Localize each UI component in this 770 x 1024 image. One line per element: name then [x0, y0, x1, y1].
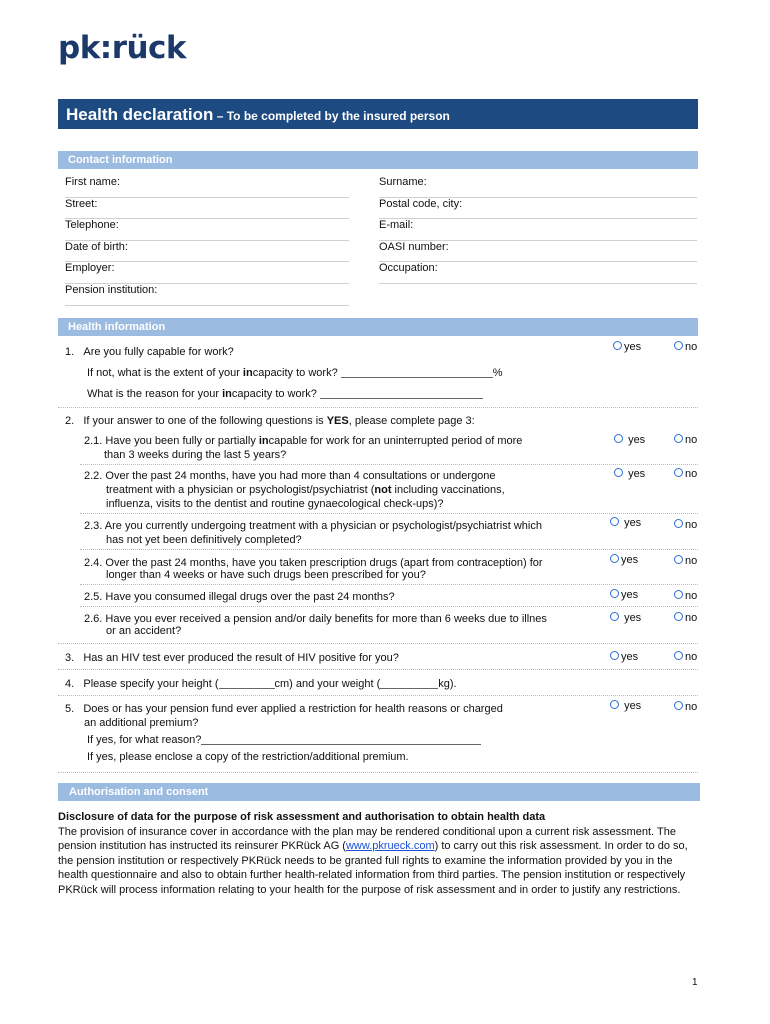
- consent-text: [58, 810, 703, 897]
- divider: [80, 606, 698, 607]
- radio-circle-icon: [614, 434, 623, 443]
- q23-no-radio[interactable]: [674, 519, 697, 531]
- restriction-reason-input[interactable]: [201, 734, 481, 745]
- question-2: [65, 414, 475, 428]
- question-2-5: 2.5. Have you consumed illegal drugs over the past 24 months?: [84, 591, 395, 603]
- radio-circle-icon: [610, 554, 619, 563]
- email-field[interactable]: E-mail:: [379, 219, 697, 241]
- radio-circle-icon: [674, 651, 683, 660]
- contact-right-column: [379, 176, 697, 284]
- q5-line2: an additional premium?: [84, 717, 199, 729]
- q24-yes-radio[interactable]: [610, 554, 638, 566]
- consent-paragraph: [58, 825, 703, 898]
- percent-unit: %: [492, 367, 503, 379]
- question-2-2: [84, 469, 594, 511]
- q26-line2: or an accident?: [106, 625, 182, 637]
- yes-label: yes: [621, 651, 639, 663]
- q21-text-end: capable for work for an uninterrupted period of more: [268, 435, 523, 447]
- q26-yes-radio[interactable]: [610, 612, 641, 624]
- question-text: Does or has your pension fund ever applied a restriction for health reasons or charged: [83, 703, 503, 715]
- health-section-header: Health information: [58, 318, 698, 336]
- consent-section-header: Authorisation and consent: [58, 783, 700, 801]
- divider: [80, 513, 698, 514]
- question-3: [65, 651, 399, 665]
- q21-text: 2.1. Have you been fully or partially: [84, 435, 259, 447]
- divider: [58, 669, 698, 670]
- consent-text-part2: ) to carry out this risk assessment. In order to do so, the pension institution or respectively PKRück needs to be granted full rights to examine the information provided by you in the health questionnaire and also to obtain further health-related information from third parties. The pension institution or respectively PKRück will process information relating to your health for the purpose of risk assessment and in order to justify any restrictions.: [58, 840, 688, 896]
- question-number: 5.: [65, 703, 75, 715]
- q22-line1: 2.2. Over the past 24 months, have you had more than 4 consultations or undergone: [84, 470, 496, 482]
- company-logo: pk:rück: [58, 30, 187, 66]
- radio-circle-icon: [613, 341, 622, 350]
- question-5: [65, 702, 503, 716]
- radio-circle-icon: [674, 341, 683, 350]
- q1-sub2-text: What is the reason for your: [87, 388, 223, 400]
- question-number: 3.: [65, 652, 75, 664]
- radio-circle-icon: [610, 517, 619, 526]
- yes-label: yes: [621, 589, 639, 601]
- surname-field[interactable]: Surname:: [379, 176, 697, 198]
- q24-no-radio[interactable]: [674, 555, 697, 567]
- date-of-birth-field[interactable]: Date of birth:: [65, 241, 349, 263]
- radio-circle-icon: [674, 612, 683, 621]
- no-label: no: [685, 341, 698, 353]
- q1-incapacity-reason: [87, 387, 483, 401]
- contact-left-column: [65, 176, 349, 306]
- radio-circle-icon: [674, 590, 683, 599]
- question-4: [65, 677, 457, 691]
- q1-yes-radio[interactable]: [613, 341, 641, 353]
- question-text: Are you fully capable for work?: [83, 346, 234, 358]
- form-subtitle: – To be completed by the insured person: [213, 109, 450, 123]
- yes-label: yes: [628, 468, 646, 480]
- oasi-number-field[interactable]: OASI number:: [379, 241, 697, 263]
- q1-no-radio[interactable]: [674, 341, 697, 353]
- postal-code-city-field[interactable]: Postal code, city:: [379, 198, 697, 220]
- q25-no-radio[interactable]: [674, 590, 697, 602]
- question-2-1: [84, 434, 594, 462]
- question-1: [65, 345, 234, 359]
- q1-sub1-text: If not, what is the extent of your: [87, 367, 243, 379]
- q22-text: treatment with a physician or psychologist/psychiatrist (: [106, 484, 375, 496]
- incapacity-extent-input[interactable]: [341, 367, 493, 378]
- q1-incapacity-extent: [87, 366, 503, 380]
- incapacity-reason-input[interactable]: [320, 388, 483, 399]
- q23-line1: 2.3. Are you currently undergoing treatment with a physician or psychologist/psychiatrist which: [84, 520, 542, 532]
- pkrueck-link[interactable]: www.pkrueck.com: [345, 840, 435, 852]
- q25-yes-radio[interactable]: [610, 589, 638, 601]
- no-label: no: [685, 651, 698, 663]
- q5-enclose-note: If yes, please enclose a copy of the restriction/additional premium.: [87, 751, 409, 763]
- q4-text-c: kg).: [438, 678, 457, 690]
- q21-yes-radio[interactable]: [614, 434, 645, 446]
- radio-circle-icon: [674, 555, 683, 564]
- divider: [58, 643, 698, 644]
- no-label: no: [685, 519, 698, 531]
- radio-circle-icon: [610, 651, 619, 660]
- form-title: Health declaration: [66, 105, 214, 124]
- q5-reason-label: If yes, for what reason?: [87, 734, 202, 746]
- q2-bold: YES: [326, 415, 349, 427]
- consent-heading: Disclosure of data for the purpose of risk assessment and authorisation to obtain health data: [58, 811, 546, 823]
- q21-line2: than 3 weeks during the last 5 years?: [104, 449, 287, 461]
- height-input[interactable]: [219, 678, 275, 689]
- employer-field[interactable]: Employer:: [65, 262, 349, 284]
- divider: [58, 695, 698, 696]
- q1-sub2-text-end: capacity to work?: [231, 388, 317, 400]
- occupation-field[interactable]: Occupation:: [379, 262, 697, 284]
- q5-yes-radio[interactable]: [610, 700, 641, 712]
- divider: [80, 549, 698, 550]
- yes-label: yes: [628, 434, 646, 446]
- yes-label: yes: [624, 517, 642, 529]
- telephone-field[interactable]: Telephone:: [65, 219, 349, 241]
- divider: [80, 584, 698, 585]
- no-label: no: [685, 555, 698, 567]
- divider: [80, 464, 698, 465]
- q3-no-radio[interactable]: [674, 651, 697, 663]
- consent-text-part1: The provision of insurance cover in accordance with the plan may be rendered conditional upon a current risk assessment. The pension institution has instructed its reinsurer PKRück AG (: [58, 825, 676, 852]
- yes-label: yes: [621, 554, 639, 566]
- radio-circle-icon: [674, 701, 683, 710]
- no-label: no: [685, 701, 698, 713]
- question-number: 1.: [65, 346, 75, 358]
- q5-no-radio[interactable]: [674, 701, 697, 713]
- q24-line1: 2.4. Over the past 24 months, have you taken prescription drugs (apart from contraception) for: [84, 557, 543, 569]
- q1-sub1-text-end: capacity to work?: [252, 367, 338, 379]
- yes-label: yes: [624, 341, 642, 353]
- question-2-4: [84, 557, 594, 581]
- yes-label: yes: [624, 700, 642, 712]
- q2-text: If your answer to one of the following questions is: [83, 415, 327, 427]
- no-label: no: [685, 468, 698, 480]
- radio-circle-icon: [674, 434, 683, 443]
- q26-line1: 2.6. Have you ever received a pension and/or daily benefits for more than 6 weeks due to illnes: [84, 613, 547, 625]
- divider: [58, 407, 698, 408]
- weight-input[interactable]: [380, 678, 438, 689]
- q23-yes-radio[interactable]: [610, 517, 641, 529]
- q2-text-end: , please complete page 3:: [348, 415, 475, 427]
- q3-yes-radio[interactable]: [610, 651, 638, 663]
- question-2-6: [84, 613, 594, 637]
- radio-circle-icon: [674, 468, 683, 477]
- question-2-3: [84, 519, 594, 547]
- q22-yes-radio[interactable]: [614, 468, 645, 480]
- q4-text-a: Please specify your height (: [83, 678, 219, 690]
- question-number: 2.: [65, 415, 75, 427]
- no-label: no: [685, 590, 698, 602]
- no-label: no: [685, 434, 698, 446]
- first-name-field[interactable]: First name:: [65, 176, 349, 198]
- pension-institution-field[interactable]: Pension institution:: [65, 284, 349, 306]
- question-number: 4.: [65, 678, 75, 690]
- contact-section-header: Contact information: [58, 151, 698, 169]
- q1-sub2-bold: in: [222, 388, 232, 400]
- q21-bold: in: [258, 435, 269, 447]
- question-text: Has an HIV test ever produced the result of HIV positive for you?: [83, 652, 399, 664]
- yes-label: yes: [624, 612, 642, 624]
- no-label: no: [685, 612, 698, 624]
- q5-reason-line: [87, 733, 481, 747]
- form-title-bar: [58, 99, 698, 129]
- q4-text-b: cm) and your weight (: [274, 678, 381, 690]
- street-field[interactable]: Street:: [65, 198, 349, 220]
- radio-circle-icon: [674, 519, 683, 528]
- radio-circle-icon: [610, 700, 619, 709]
- q22-bold: not: [374, 484, 392, 496]
- q22-no-radio[interactable]: [674, 468, 697, 480]
- q26-no-radio[interactable]: [674, 612, 697, 624]
- q22-line3: influenza, visits to the dentist and routine gynaecological check-ups)?: [106, 498, 444, 510]
- q23-line2: has not yet been definitively completed?: [106, 534, 302, 546]
- divider: [58, 772, 698, 773]
- q1-sub1-bold: in: [242, 367, 253, 379]
- radio-circle-icon: [610, 589, 619, 598]
- q24-line2: longer than 4 weeks or have such drugs been prescribed for you?: [106, 569, 426, 581]
- radio-circle-icon: [610, 612, 619, 621]
- page-number: 1: [692, 977, 698, 988]
- q22-text-end: including vaccinations,: [391, 484, 505, 496]
- q21-no-radio[interactable]: [674, 434, 697, 446]
- radio-circle-icon: [614, 468, 623, 477]
